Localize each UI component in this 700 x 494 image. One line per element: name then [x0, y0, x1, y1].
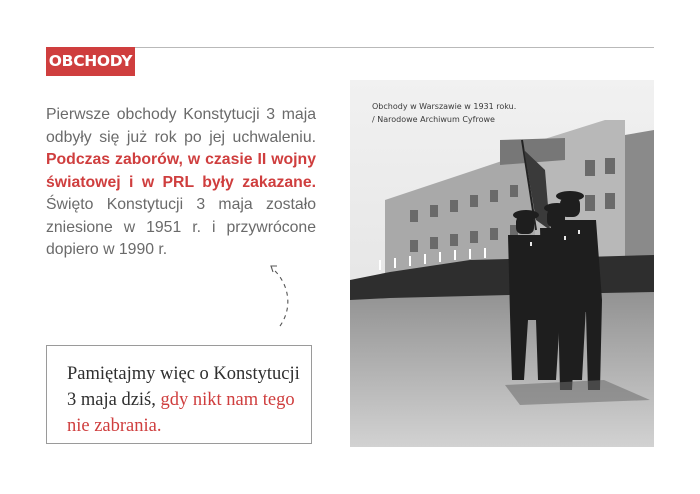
top-divider: [46, 47, 654, 48]
quote-highlight: gdy nikt nam tego nie zabrania.: [67, 390, 295, 436]
quote-box: [46, 345, 312, 444]
section-tag: OBCHODY: [46, 47, 135, 76]
caption-line-2: / Narodowe Archiwum Cyfrowe: [372, 115, 495, 124]
curved-arrow-icon: [258, 258, 302, 330]
intro-highlight: Podczas zaborów, w czasie II wojny światowej i w PRL były zakazane.: [46, 151, 316, 191]
photo-caption: [372, 100, 612, 126]
quote-text: [67, 361, 303, 439]
historical-photo: [350, 80, 654, 447]
caption-line-1: Obchody w Warszawie w 1931 roku.: [372, 102, 517, 111]
intro-text-2: Święto Konstytucji 3 maja zostało zniesione w 1951 r. i przywrócone dopiero w 1990 r.: [46, 196, 316, 258]
intro-text-1: Pierwsze obchody Konstytucji 3 maja odbyły się już rok po jej uchwaleniu.: [46, 106, 316, 146]
intro-paragraph: [46, 104, 316, 262]
quote-main: Pamiętajmy więc o Konstytucji 3 maja dziś,: [67, 364, 300, 410]
